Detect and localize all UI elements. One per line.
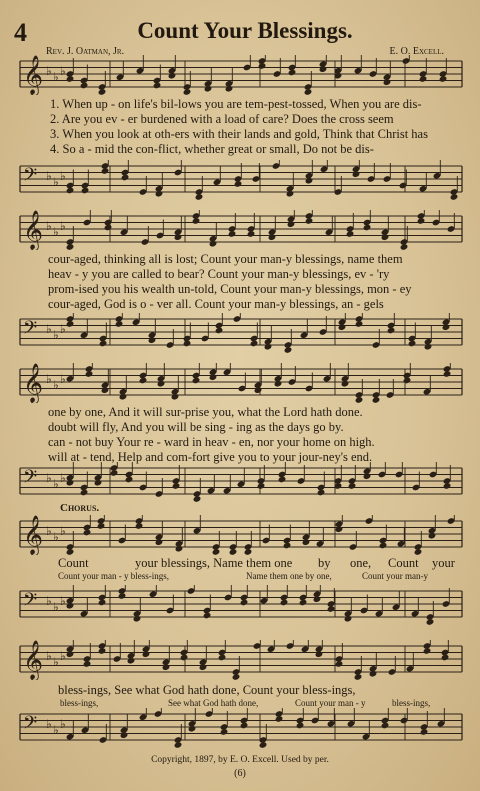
- svg-text:♭: ♭: [46, 471, 52, 485]
- svg-text:♭: ♭: [60, 594, 66, 608]
- lyric-system3-verse3: can - not buy Your re - ward in heav - en, nor your home on high.: [48, 435, 375, 449]
- chorus-alt-3: Count your man-y: [362, 571, 428, 581]
- treble-staff-1: [0, 55, 480, 95]
- chorus-alt2-3: Count your man - y: [295, 698, 366, 708]
- bass-staff-4: [0, 585, 480, 625]
- svg-text:𝄞: 𝄞: [23, 363, 44, 403]
- bass-staff-2: [0, 313, 480, 353]
- lyric-system2-verse1: cour-aged, thinking all is lost; Count your man-y blessings, name them: [48, 252, 403, 266]
- hymn-title: Count Your Blessings.: [137, 18, 353, 43]
- lyric-system1-verse4: 4. So a - mid the con-flict, whether great or small, Do not be dis-: [50, 142, 374, 156]
- svg-text:♭: ♭: [60, 524, 66, 538]
- svg-text:𝄢: 𝄢: [23, 318, 38, 343]
- lyric-system2-verse4: cour-aged, God is o - ver all. Count your man-y blessings, an - gels: [48, 297, 384, 311]
- svg-text:♭: ♭: [60, 322, 66, 336]
- svg-text:𝄞: 𝄞: [23, 640, 44, 680]
- chorus-main-2: your blessings, Name them one: [135, 556, 293, 570]
- svg-text:♭: ♭: [60, 649, 66, 663]
- chorus-main-5: Count: [388, 556, 419, 570]
- bass-staff-3: [0, 462, 480, 502]
- svg-text:♭: ♭: [46, 322, 52, 336]
- svg-text:𝄞: 𝄞: [23, 55, 44, 95]
- chorus-alt2-1: bless-ings,: [60, 698, 99, 708]
- svg-text:♭: ♭: [60, 471, 66, 485]
- svg-text:♭: ♭: [46, 717, 52, 731]
- svg-text:♭: ♭: [60, 372, 66, 386]
- svg-text:𝄢: 𝄢: [23, 165, 38, 190]
- treble-staff-5: [0, 640, 480, 680]
- svg-text:♭: ♭: [53, 70, 59, 84]
- svg-text:𝄢: 𝄢: [23, 713, 38, 738]
- lyric-system3-verse2: doubt will fly, And you will be sing - ing as the days go by.: [48, 420, 344, 434]
- svg-text:♭: ♭: [46, 594, 52, 608]
- svg-text:𝄢: 𝄢: [23, 467, 38, 492]
- svg-text:♭: ♭: [53, 477, 59, 491]
- chorus-alt2-2: See what God hath done,: [168, 698, 259, 708]
- svg-text:♭: ♭: [46, 372, 52, 386]
- copyright-notice: Copyright, 1897, by E. O. Excell. Used by per.: [151, 755, 329, 765]
- chorus-main-4: one,: [350, 556, 372, 570]
- treble-staff-4: [0, 515, 480, 555]
- chorus-alt2-4: bless-ings,: [392, 698, 431, 708]
- svg-text:♭: ♭: [53, 378, 59, 392]
- lyric-system1-verse3: 3. When you look at oth-ers with their lands and gold, Think that Christ has: [50, 127, 428, 141]
- treble-staff-3: [0, 363, 480, 403]
- chorus-alt-1: Count your man - y bless-ings,: [58, 571, 169, 581]
- svg-text:♭: ♭: [60, 219, 66, 233]
- svg-text:♭: ♭: [53, 328, 59, 342]
- svg-text:♭: ♭: [46, 169, 52, 183]
- chorus-main-3: by: [318, 556, 331, 570]
- chorus-label: Chorus.: [60, 502, 100, 514]
- lyric-system1-verse2: 2. Are you ev - er burdened with a load of care? Does the cross seem: [50, 112, 394, 126]
- hymn-number: 4: [14, 18, 27, 47]
- bass-staff-1: [0, 160, 480, 200]
- chorus-main-6: your: [432, 556, 455, 570]
- lyric-system3-verse4: will at - tend, Help and com-fort give you to your jour-ney's end.: [48, 450, 373, 464]
- svg-text:♭: ♭: [53, 723, 59, 737]
- svg-text:♭: ♭: [46, 64, 52, 78]
- lyric-system2-verse3: prom-ised you his wealth un-told, Count your man-y blessings, mon - ey: [48, 282, 412, 296]
- svg-text:♭: ♭: [46, 524, 52, 538]
- svg-text:♭: ♭: [60, 64, 66, 78]
- bass-staff-5: [0, 708, 480, 748]
- svg-text:𝄢: 𝄢: [23, 590, 38, 615]
- svg-text:𝄞: 𝄞: [23, 210, 44, 250]
- svg-text:♭: ♭: [46, 649, 52, 663]
- svg-text:𝄞: 𝄞: [23, 515, 44, 555]
- svg-text:♭: ♭: [53, 530, 59, 544]
- svg-text:♭: ♭: [53, 225, 59, 239]
- lyric-system1-verse1: 1. When up - on life's bil-lows you are tem-pest-tossed, When you are dis-: [50, 97, 422, 111]
- chorus-alt-2: Name them one by one,: [246, 571, 332, 581]
- svg-text:♭: ♭: [53, 175, 59, 189]
- chorus-main-1: Count: [58, 556, 89, 570]
- svg-text:♭: ♭: [46, 219, 52, 233]
- svg-text:♭: ♭: [60, 169, 66, 183]
- composer-credit: E. O. Excell.: [389, 46, 444, 57]
- page-number: (6): [234, 768, 246, 779]
- treble-staff-2: [0, 210, 480, 250]
- lyric-system3-verse1: one by one, And it will sur-prise you, what the Lord hath done.: [48, 405, 363, 419]
- svg-text:♭: ♭: [53, 600, 59, 614]
- svg-text:♭: ♭: [53, 655, 59, 669]
- lyricist-credit: Rev. J. Oatman, Jr.: [46, 46, 125, 57]
- chorus-main-line2: bless-ings, See what God hath done, Count your bless-ings,: [58, 683, 356, 697]
- lyric-system2-verse2: heav - y you are called to bear? Count your man-y blessings, ev - 'ry: [48, 267, 390, 281]
- svg-text:♭: ♭: [60, 717, 66, 731]
